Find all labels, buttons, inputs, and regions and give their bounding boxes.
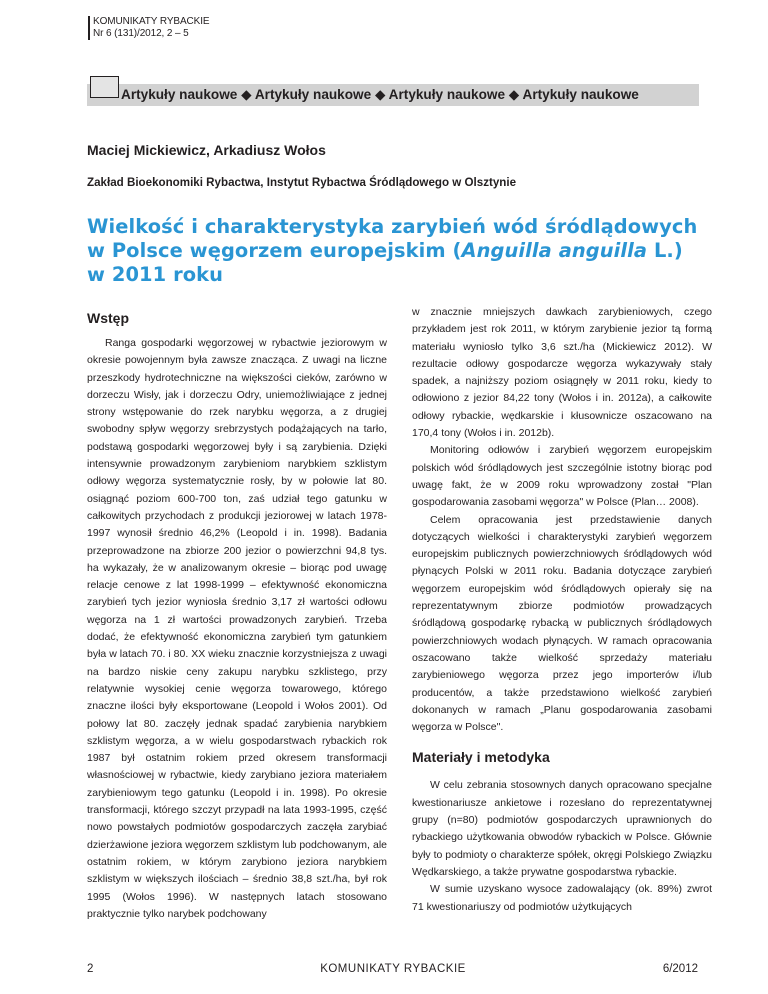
methods-paragraph-2: W sumie uzyskano wysoce zadowalający (ok. 89%) zwrot 71 kwestionariuszy od podmiotów użytkujących [412, 883, 712, 913]
title-line-3: w 2011 roku [87, 263, 224, 286]
section-banner-label: Artykuły naukowe ◆ Artykuły naukowe ◆ Artykuły naukowe ◆ Artykuły naukowe [121, 87, 639, 102]
journal-issue: Nr 6 (131)/2012, 2 – 5 [93, 28, 189, 39]
intro-paragraph-3: Celem opracowania jest przedstawienie danych dotyczących wielkości i charakterystyki zarybień węgorzem europejskim publicznych powierzchniowych śródlądowych wód płynących Polski w 2011 roku. Badania dotyczące zarybień węgorzem europejskim wód śródlądowych opierały się na reprezentatywnym zbiorze podmiotów prowadzących śródlądową gospodarkę rybacką w publicznych śródlądowych powierzchniowych wodach płynących. W ramach opracowania oszacowano także wielkość sprzedaży materiału zarybieniowego węgorza przez jego importerów i/lub producentów, a także przedstawiono wielkość zarybień dokonanych w ramach „Planu gospodarowania zasobami węgorza w Polsce". [412, 513, 712, 734]
intro-paragraph-1-continued: w znacznie mniejszych dawkach zarybieniowych, czego przykładem jest rok 2011, w którym zarybienie jezior tą formą materiału wyniosło tylko 3,6 szt./ha (Mickiewicz 2012). W rezultacie odłowy gospodarcze węgorza wykazywały stały spadek, a najniższy poziom osiągnęły w 2011 roku, kiedy to odłowiono z jezior 84,22 tony (Wołos i in. 2012a), a całkowite odłowy rybackie, wędkarskie i kłusownicze oszacowano na 170,4 tony (Wołos i in. 2012b). [412, 306, 712, 440]
authors: Maciej Mickiewicz, Arkadiusz Wołos [87, 142, 326, 158]
species-name: Anguilla anguilla [461, 239, 648, 262]
title-line-1: Wielkość i charakterystyka zarybień wód śródlądowych [87, 215, 698, 238]
article-title [87, 215, 727, 287]
intro-paragraph-1: Ranga gospodarki węgorzowej w rybactwie jeziorowym w okresie powojennym była zawsze znacząca. Z uwagi na liczne przeszkody hydrotechniczne na większości cieków, zarówno w dorzeczu Wisły, jak i dorzeczu Odry, uniemożliwiające z jednej strony wstępowanie do rzek narybku węgorza, a z drugiej swobodny spływ węgorzy srebrzystych podążających na tarło, podstawą gospodarki węgorzowej były i są zarybienia. Dzięki intensywnie prowadzonym zarybieniom narybkiem szklistym odłowy węgorza systematycznie rosły, by w połowie lat 80. osiągnąć poziom 600-700 ton, zaś udział tego gatunku w całkowitych przychodach z produkcji jeziorowej w latach 1978-1997 wynosił średnio 46,2% (Leopold i in. 1998). Badania przeprowadzone na zbiorze 200 jezior o powierzchni 94,8 tys. ha wykazały, że w analizowanym okresie – biorąc pod uwagę relacje cenowe z lat 1998-1999 – efektywność ekonomiczna zarybień tych jezior wyniosła średnio 3,17 zł wartości odłowu węgorza na 1 zł wartości prowadzonych zarybień. Trzeba dodać, że efektywność ekonomiczna zarybień tym gatunkiem była w latach 70. i 80. XX wieku znacznie korzystniejsza z uwagi na bardzo niskie ceny zakupu narybku szklistego, przy relatywnie wysokiej cenie węgorza towarowego, którego znaczne ilości były eksportowane (Leopold i Wołos 2001). Od połowy lat 80. zaczęły jednak spadać zarybienia narybkiem szklistym węgorza, a w wielu gospodarstwach rybackich rok 1987 był ostatnim rokiem przed okresem transformacji własnościowej w rybactwie, kiedy zarybiano jeziora materiałem zarybieniowym tego gatunku (Leopold i in. 1998). Po okresie transformacji, którego szczyt przypadł na lata 1993-1995, część nowo powstałych podmiotów gospodarczych zaczęła zarybiać dzierżawione jeziora węgorzem szklistym lub podchowanym, ale ostatnim rokiem, w którym zarybiono jeziora narybkiem szklistym w większych ilościach – średnio 38,8 szt./ha, był rok 1995 (Wołos 1996). W następnych latach stosowano praktycznie tylko narybek podchowany [87, 337, 387, 920]
methods-paragraph-1: W celu zebrania stosownych danych opracowano specjalne kwestionariusze ankietowe i rozesłano do reprezentatywnej grupy (n=80) podmiotów gospodarczych uprawnionych do rybackiego użytkowania obwodów rybackich w Polsce. Głównie były to podmioty o charakterze spółek, okręgi Polskiego Związku Wędkarskiego, a także prywatne gospodarstwa rybackie. [412, 779, 712, 878]
page-number: 2 [87, 963, 94, 975]
affiliation: Zakład Bioekonomiki Rybactwa, Instytut Rybactwa Śródlądowego w Olsztynie [87, 176, 517, 189]
right-column [412, 304, 712, 916]
section-banner [87, 84, 699, 106]
title-line-2-end: L.) [647, 239, 683, 262]
section-box-icon [90, 76, 119, 98]
footer-journal: KOMUNIKATY RYBACKIE [320, 963, 466, 975]
intro-paragraph-2: Monitoring odłowów i zarybień węgorzem europejskim polskich wód śródlądowych jest szczególnie istotny biorąc pod uwagę fakt, że w 2009 roku wprowadzony został "Plan gospodarowania zasobami węgorza" w Polsce (Plan… 2008). [412, 444, 712, 509]
methods-heading: Materiały i metodyka [412, 749, 550, 766]
left-column [87, 305, 387, 923]
title-line-2-start: w Polsce węgorzem europejskim ( [87, 239, 462, 262]
journal-header [88, 16, 209, 40]
intro-heading: Wstęp [87, 310, 129, 326]
title-line-2 [87, 239, 727, 263]
journal-name: KOMUNIKATY RYBACKIE [93, 16, 210, 27]
footer-issue-date: 6/2012 [662, 963, 698, 975]
